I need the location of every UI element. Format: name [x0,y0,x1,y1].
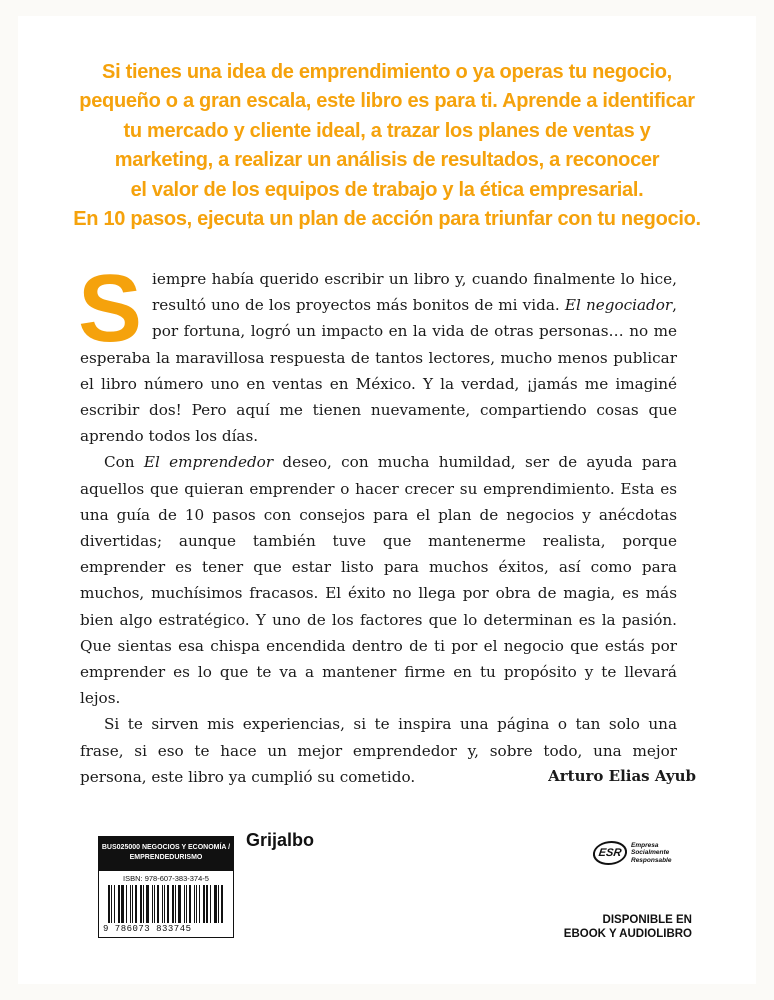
barcode-bar [143,885,144,923]
barcode-bar [162,885,163,923]
blurb-line: el valor de los equipos de trabajo y la ética empresarial. [130,178,644,201]
cover-blurb [40,58,734,234]
esr-text [631,842,671,865]
barcode-bar [146,885,149,923]
esr-mark: ESR [591,841,628,865]
barcode-bar [114,885,115,923]
availability-line: DISPONIBLE EN [602,914,692,926]
barcode-bar [172,885,174,923]
barcode-bar [178,885,181,923]
barcode-bar [218,885,219,923]
drop-cap: S [78,255,143,362]
esr-logo [593,838,683,868]
barcode-bar [167,885,169,923]
availability-note [564,913,692,941]
category-line: BUS025000 NEGOCIOS Y ECONOMÍA / [101,844,231,851]
paragraph-1-text-b: , por fortuna, logró un impacto en la vida de otras personas… no me esperaba la maravillosa respuesta de tantos lectores, mucho menos publicar el libro número uno en ventas en México. Y la verdad, ¡jamás me imaginé escribir dos! Pero aquí me tienen nuevamente, compartiendo cosas que aprendo todos los días. [80,296,677,446]
availability-line: EBOOK Y AUDIOLIBRO [563,928,692,940]
barcode-bar [184,885,185,923]
paragraph-3: Si te sirven mis experiencias, si te inspira una página o tan solo una frase, si eso te hace un mejor emprendedor y, sobre todo, una mejor persona, este libro ya cumplió su cometido. [80,715,677,786]
barcode-bar [164,885,165,923]
barcode-bar [108,885,110,923]
barcode-bar [118,885,120,923]
barcode-bar [154,885,155,923]
author-message [78,255,678,790]
barcode-bar [140,885,142,923]
barcode-bar [126,885,127,923]
barcode-bar [203,885,205,923]
esr-line: Socialmente [631,849,670,857]
blurb-line: tu mercado y cliente ideal, a trazar los planes de ventas y [123,119,651,142]
isbn-label: ISBN: 978-607-383-374-5 [123,874,209,883]
barcode-bar [206,885,208,923]
publisher-logo: Grijalbo [246,830,315,850]
book-title-negociador: El negociador [564,296,673,315]
paragraph-2-text-a: Con [104,453,144,472]
barcode-bar [189,885,191,923]
book-title-emprendedor: El emprendedor [143,453,274,472]
barcode-bar [121,885,124,923]
barcode [108,885,226,925]
barcode-bar [130,885,131,923]
barcode-bar [132,885,133,923]
barcode-bar [135,885,137,923]
blurb-line: pequeño o a gran escala, este libro es para ti. Aprende a identificar [79,90,695,113]
barcode-bar [210,885,211,923]
barcode-bar [186,885,187,923]
barcode-bar [175,885,176,923]
author-signature: Arturo Elias Ayub [548,767,696,785]
paragraph-2 [80,449,677,711]
barcode-bar [199,885,200,923]
esr-line: Responsable [631,856,672,864]
barcode-bar [214,885,217,923]
paragraph-1 [78,255,677,449]
barcode-bar [152,885,153,923]
barcode-digits: 9 786073 833745 [103,924,192,934]
barcode-bar [221,885,223,923]
blurb-line: Si tienes una idea de emprendimiento o ya operas tu negocio, [102,61,672,83]
barcode-bar [111,885,112,923]
barcode-bar [157,885,159,923]
category-line: EMPRENDEDURISMO [129,854,203,861]
paragraph-2-text-b: deseo, con mucha humildad, ser de ayuda para aquellos que quieran emprender o hacer crecer su emprendimiento. Esta es una guía de 10 pasos con consejos para el plan de negocios y anécdotas divertidas; aunque también tuve que mantenerme realista, porque emprender es tener que estar listo para muchos éxitos, así como para muchos, muchísimos fracasos. El éxito no llega por obra de magia, es más bien algo estratégico. Y uno de los factores que lo determinan es la pasión. Que sientas esa chispa encendida dentro de ti por el negocio que estás por emprender es lo que te va a mantener firme en tu propósito y te llevará lejos. [80,453,678,708]
barcode-bar [196,885,197,923]
isbn-barcode-box [98,870,234,938]
blurb-line: En 10 pasos, ejecuta un plan de acción para triunfar con tu negocio. [73,208,701,231]
blurb-line: marketing, a realizar un análisis de resultados, a reconocer [114,149,660,172]
esr-line: Empresa [631,841,659,849]
barcode-bar [194,885,195,923]
paragraph-1-text-a: iempre había querido escribir un libro y, cuando finalmente lo hice, resultó uno de los proyectos más bonitos de mi vida. [152,270,677,315]
category-label [98,836,234,870]
